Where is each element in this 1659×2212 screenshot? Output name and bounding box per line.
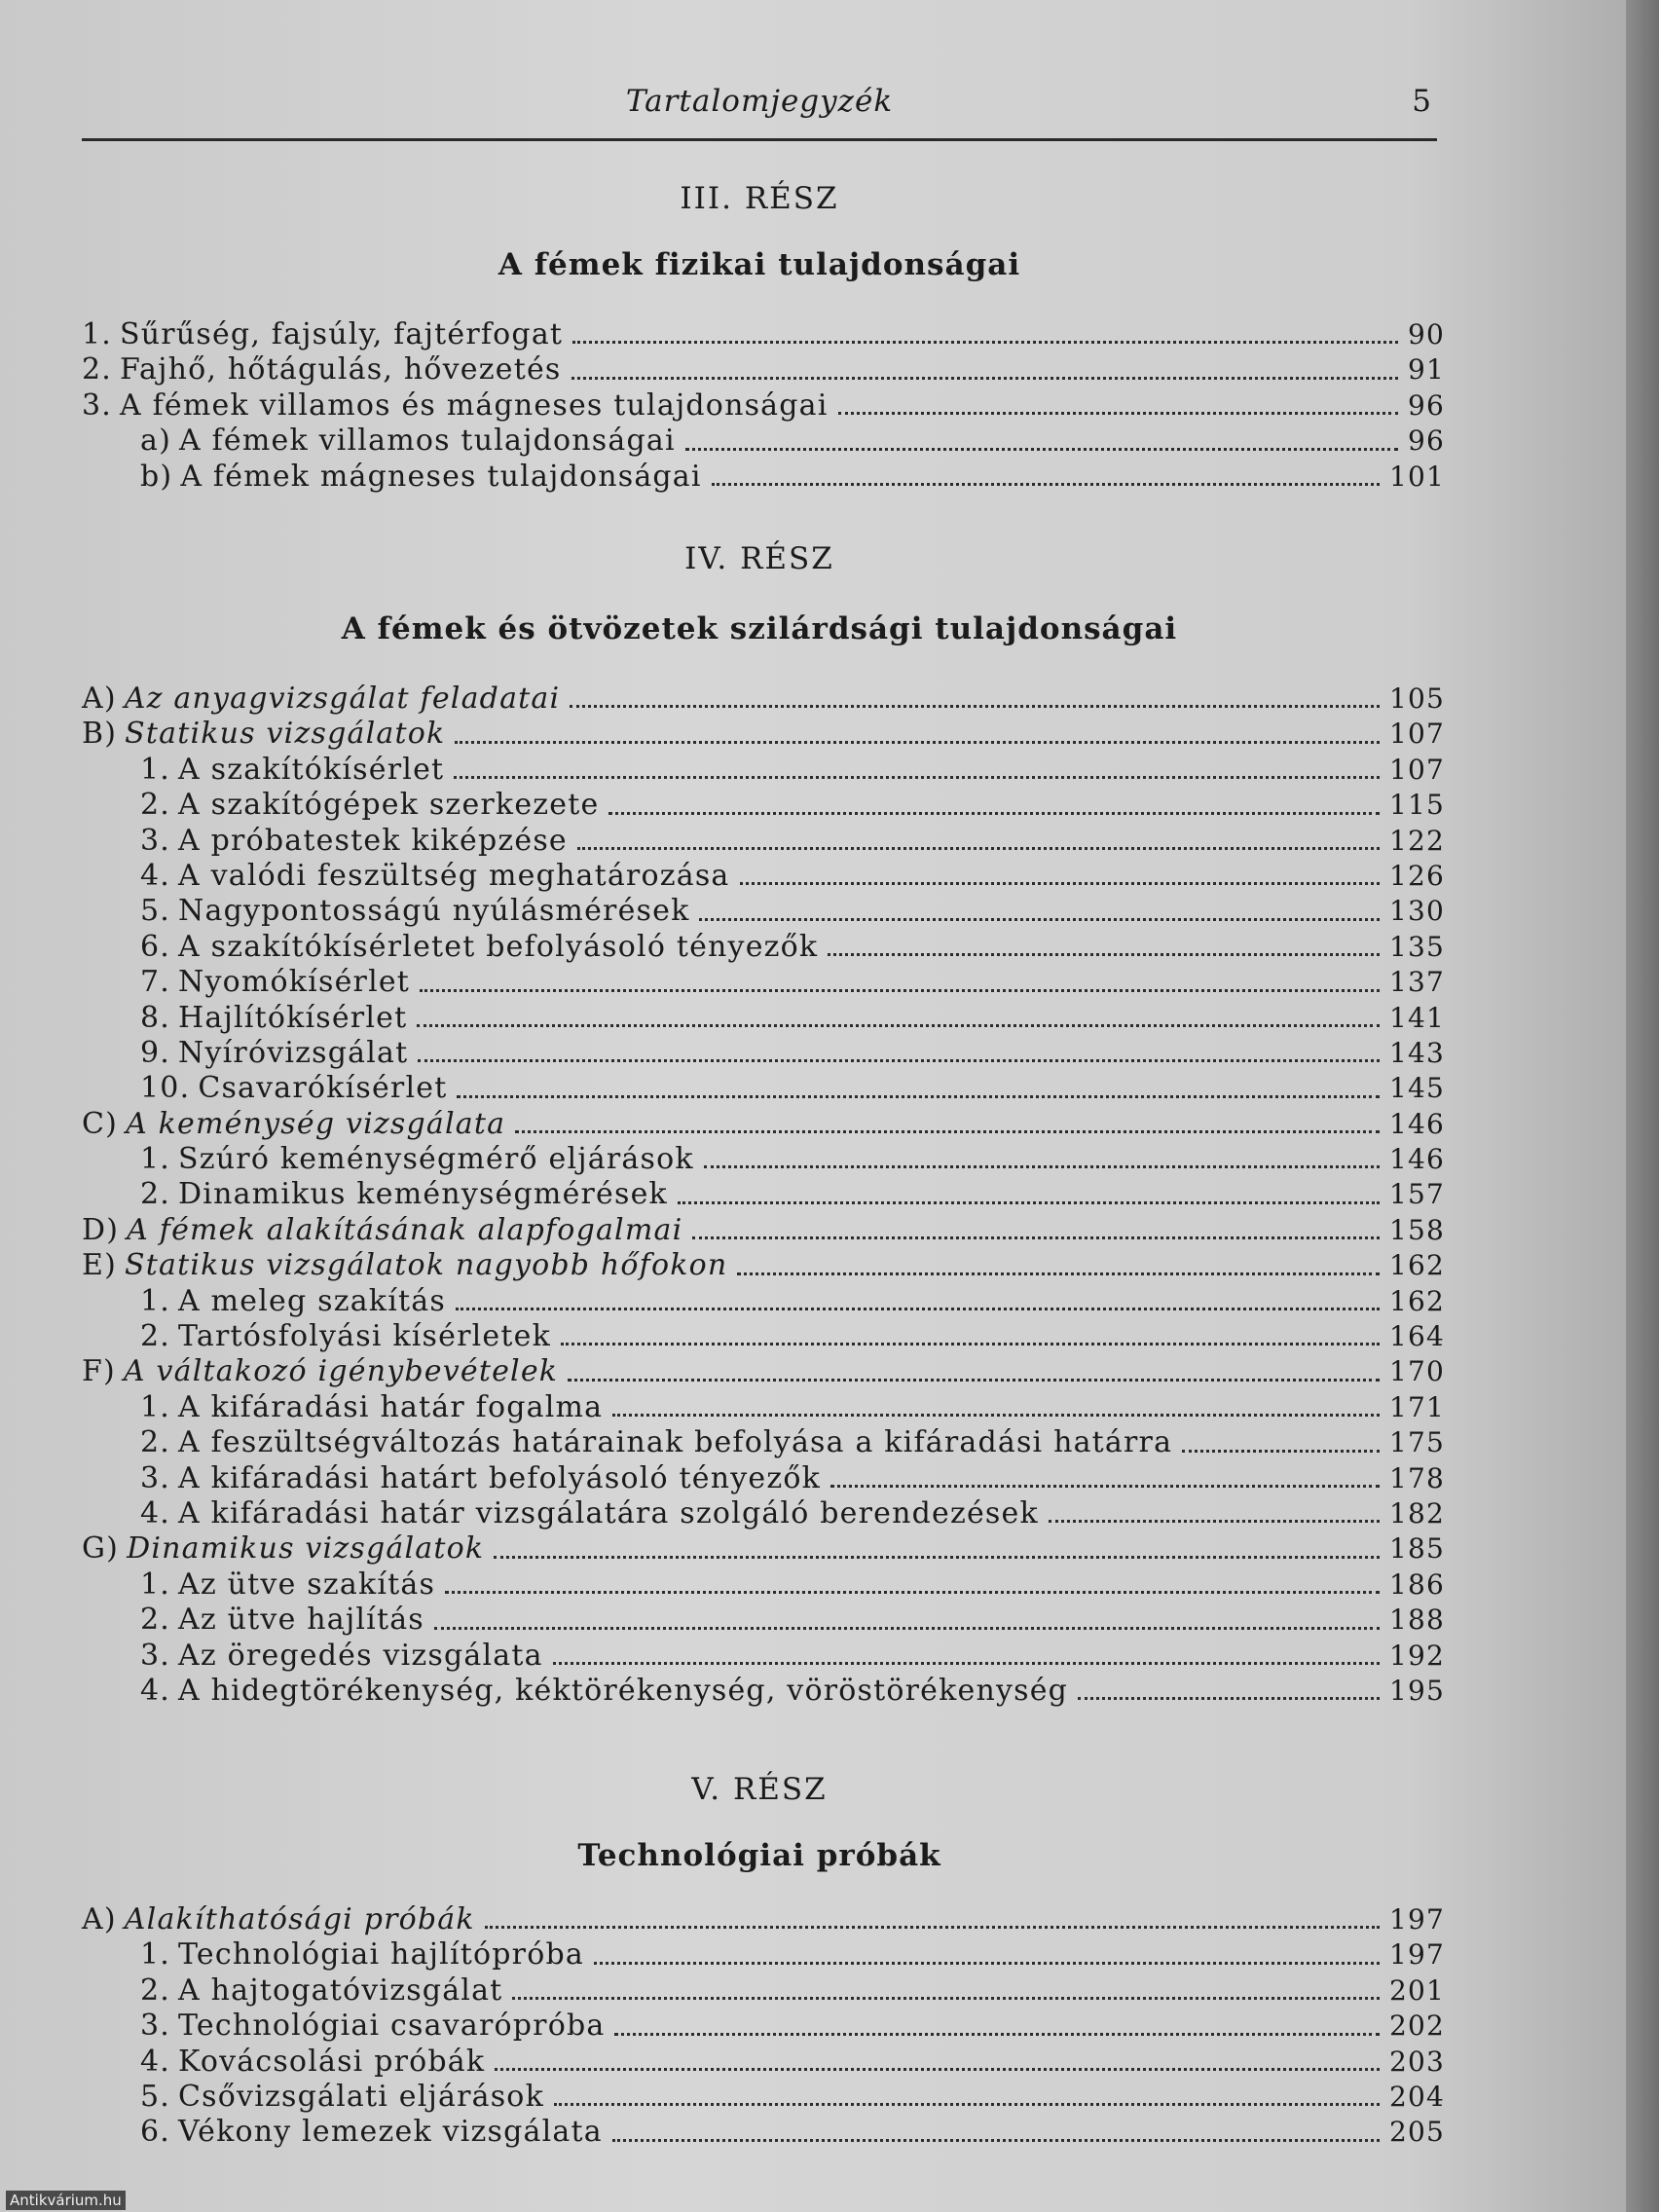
toc-entry-number: 5. [140,2079,171,2114]
toc-entry [82,1425,1445,1460]
dot-leader [612,2138,1380,2142]
toc-entry-number: E) [82,1248,118,1283]
toc-entry [82,2115,1445,2150]
toc-entry [82,1213,1445,1248]
dot-leader [1049,1519,1380,1523]
toc-entry-number: B) [82,717,118,752]
toc-entry-number: 1. [140,1567,171,1602]
toc-entry-number: C) [82,1106,119,1141]
toc-entry-page: 182 [1388,1496,1445,1530]
toc-entry [82,1567,1445,1603]
dot-leader [699,917,1380,921]
toc-entry-title: Dinamikus keménységmérések [178,1177,668,1212]
toc-entry-page: 107 [1388,718,1445,751]
toc-entry-number: 7. [140,965,171,1000]
toc-entry-page: 197 [1388,1938,1445,1972]
toc-entry [82,2080,1445,2115]
toc-entry-title: A keménység vizsgálata [126,1106,506,1141]
toc-entry-page: 101 [1388,460,1445,493]
dot-leader [561,1342,1380,1346]
dot-leader [1078,1696,1380,1700]
toc-entry-page: 171 [1388,1390,1445,1423]
toc-entry [82,1248,1445,1283]
dot-leader [512,1996,1380,2000]
dot-leader [594,1961,1380,1965]
toc-entry-title: A szakítókísérlet [178,752,445,787]
toc-entry-title: A meleg szakítás [178,1283,446,1318]
toc-entry-page: 135 [1388,930,1445,963]
toc-entry-page: 205 [1388,2116,1445,2149]
dot-leader [692,1235,1380,1239]
dot-leader [830,1484,1380,1488]
toc-entry-page: 202 [1388,2009,1445,2043]
dot-leader [455,740,1380,744]
dot-leader [434,1626,1380,1630]
toc-entry [82,2045,1445,2080]
toc-entry-number: 1. [140,1283,171,1318]
running-header [82,84,1437,141]
toc-entry-number: A) [82,682,117,716]
toc-entry-title: A feszültségváltozás határainak befolyása a kifáradási határra [178,1425,1173,1460]
part-heading-v: V. RÉSZ [691,1772,828,1807]
toc-entry-title: Kovácsolási próbák [178,2044,486,2079]
toc-entry-page: 195 [1388,1674,1445,1707]
dot-leader [568,1378,1380,1382]
toc-entry-number: 1. [82,317,113,351]
dot-leader [678,1200,1380,1204]
dot-leader [553,1661,1380,1665]
toc-entry [82,1390,1445,1425]
toc-entry-page: 164 [1388,1320,1445,1353]
toc-entry-page: 96 [1407,424,1445,458]
toc-entry-title: Hajlítókísérlet [178,1000,408,1035]
toc-entry-number: G) [82,1531,120,1567]
toc-entry [82,1902,1445,1937]
toc-entry-page: 197 [1388,1903,1445,1936]
header-title: Tartalomjegyzék [625,84,894,119]
toc-entry-number: 2. [140,1319,171,1354]
toc-entry-title: A próbatestek kiképzése [178,823,568,858]
toc-entry [82,1531,1445,1567]
toc-entry-title: Vékony lemezek vizsgálata [178,2115,603,2150]
dot-leader [608,811,1380,815]
toc-entry-number: 6. [140,2115,171,2150]
toc-entry-page: 170 [1388,1355,1445,1388]
toc-entry-number: 2. [82,352,113,387]
toc-entry-page: 115 [1388,789,1445,822]
toc-entry-number: 1. [140,752,171,787]
toc-entry-title: A fémek mágneses tulajdonságai [180,459,702,494]
toc-entry-title: Statikus vizsgálatok nagyobb hőfokon [125,1248,728,1283]
toc-entry-page: 178 [1388,1461,1445,1494]
toc-entry-number: 4. [140,858,171,893]
toc-entry-number: A) [82,1902,117,1936]
toc-entry-title: Technológiai hajlítópróba [178,1937,584,1972]
page-edge [1626,0,1659,2212]
toc-entry-title: A fémek alakításának alapfogalmai [127,1212,683,1247]
toc-entry-page: 143 [1388,1036,1445,1069]
watermark: Antikvárium.hu [6,2191,126,2210]
toc-entry-page: 130 [1388,895,1445,928]
dot-leader [570,704,1380,708]
dot-leader [420,988,1380,992]
toc-entry [82,1284,1445,1319]
toc-entry [82,859,1445,894]
toc-entry-page: 91 [1407,353,1445,387]
toc-entry-title: Az öregedés vizsgálata [178,1638,543,1673]
toc-entry [82,1461,1445,1496]
toc-entry-number: 1. [140,1389,171,1424]
toc-entry [82,930,1445,965]
dot-leader [454,775,1380,779]
toc-entry-number: 6. [140,929,171,964]
toc-section-iii [82,317,1445,495]
toc-entry-number: 8. [140,1000,171,1035]
toc-entry-title: Tartósfolyási kísérletek [178,1319,551,1354]
toc-entry-page: 162 [1388,1249,1445,1282]
dot-leader [495,2067,1380,2071]
dot-leader [737,1272,1380,1275]
toc-entry-number: a) [140,424,171,459]
dot-leader [572,340,1398,344]
toc-entry-page: 137 [1388,966,1445,999]
toc-entry-page: 175 [1388,1426,1445,1459]
part-subtitle-iv: A fémek és ötvözetek szilárdsági tulajdonságai [341,611,1178,646]
toc-entry-number: 3. [140,2009,171,2044]
toc-entry-title: A váltakozó igénybevételek [123,1354,559,1389]
toc-entry-number: 2. [140,1603,171,1638]
toc-entry-number: 1. [140,1937,171,1972]
toc-entry-number: D) [82,1212,120,1247]
toc-entry [82,352,1445,387]
toc-entry-title: A hajtogatóvizsgálat [178,1972,503,2008]
toc-entry-title: Technológiai csavarópróba [178,2009,606,2044]
toc-entry-title: Szúró keménységmérő eljárások [178,1142,694,1177]
toc-entry-number: 2. [140,1972,171,2008]
toc-section-v [82,1902,1445,2151]
toc-entry-page: 203 [1388,2045,1445,2078]
dot-leader [571,376,1398,380]
toc-entry [82,1071,1445,1106]
toc-entry-number: 3. [82,387,113,423]
toc-entry-number: 5. [140,894,171,929]
toc-entry-title: A kifáradási határt befolyásoló tényezők [178,1460,821,1495]
toc-entry-title: Alakíthatósági próbák [124,1902,475,1936]
toc-entry-number: b) [140,459,173,494]
dot-leader [712,482,1380,486]
toc-entry-title: Nyomókísérlet [178,965,411,1000]
toc-entry [82,1496,1445,1531]
toc-entry [82,1603,1445,1638]
toc-entry [82,1036,1445,1071]
part-subtitle-iii: A fémek fizikai tulajdonságai [498,247,1021,282]
toc-entry [82,388,1445,424]
toc-entry-title: Az anyagvizsgálat feladatai [124,682,561,716]
toc-entry-title: Csővizsgálati eljárások [178,2079,544,2114]
toc-entry-page: 192 [1388,1639,1445,1672]
toc-entry-title: Nyíróvizsgálat [178,1035,409,1070]
toc-entry-title: Az ütve szakítás [178,1567,436,1602]
toc-entry [82,1674,1445,1709]
toc-entry-number: 2. [140,1177,171,1212]
toc-entry-number: 10. [140,1071,191,1106]
toc-entry [82,788,1445,823]
part-heading-iv: IV. RÉSZ [684,541,834,576]
toc-entry [82,682,1445,717]
toc-entry-page: 126 [1388,859,1445,892]
toc-entry-title: Nagypontosságú nyúlásmérések [178,894,690,929]
part-subtitle-v: Technológiai próbák [577,1838,941,1873]
toc-entry-title: Sűrűség, fajsúly, fajtérfogat [120,317,564,351]
toc-entry [82,1001,1445,1036]
dot-leader [740,881,1380,885]
toc-entry [82,1142,1445,1177]
toc-entry-page: 188 [1388,1604,1445,1637]
toc-entry [82,1937,1445,1972]
dot-leader [828,952,1380,956]
toc-entry-title: A kifáradási határ vizsgálatára szolgáló berendezések [178,1495,1039,1530]
toc-entry-number: F) [82,1354,116,1389]
toc-entry-page: 146 [1388,1107,1445,1140]
dot-leader [838,411,1398,415]
toc-entry-title: Az ütve hajlítás [178,1603,424,1638]
toc-entry [82,717,1445,752]
toc-entry-page: 107 [1388,753,1445,786]
toc-entry [82,965,1445,1000]
toc-entry-title: Dinamikus vizsgálatok [127,1531,485,1567]
toc-entry-page: 90 [1407,318,1445,350]
toc-entry-title: Fajhő, hőtágulás, hővezetés [120,352,562,387]
toc-entry-title: A fémek villamos és mágneses tulajdonságai [120,387,829,423]
toc-entry-page: 105 [1388,682,1445,715]
toc-entry-page: 146 [1388,1143,1445,1176]
toc-entry [82,1177,1445,1212]
page-number: 5 [1412,84,1431,119]
toc-entry [82,1639,1445,1674]
toc-entry-title: A szakítógépek szerkezete [178,788,600,823]
toc-entry [82,1107,1445,1142]
toc-entry-number: 4. [140,1495,171,1530]
dot-leader [515,1129,1380,1133]
toc-entry-title: A valódi feszültség meghatározása [178,858,730,893]
toc-entry-number: 3. [140,823,171,858]
toc-entry-page: 162 [1388,1284,1445,1317]
dot-leader [1182,1449,1380,1453]
toc-entry [82,2009,1445,2044]
toc-entry-number: 3. [140,1460,171,1495]
toc-entry [82,1354,1445,1389]
dot-leader [418,1058,1380,1062]
toc-entry-page: 185 [1388,1532,1445,1566]
dot-leader [417,1023,1380,1027]
toc-entry-title: A szakítókísérletet befolyásoló tényezők [178,929,819,964]
part-heading-iii: III. RÉSZ [680,181,839,216]
toc-entry [82,894,1445,929]
toc-entry [82,460,1445,495]
dot-leader [456,1307,1380,1310]
toc-entry-page: 96 [1407,388,1445,422]
dot-leader [704,1164,1380,1168]
toc-section-iv [82,682,1445,1709]
toc-entry [82,1973,1445,2009]
dot-leader [494,1555,1380,1559]
toc-entry-number: 9. [140,1035,171,1070]
dot-leader [614,2032,1379,2036]
dot-leader [554,2102,1380,2106]
toc-entry [82,424,1445,459]
toc-entry-page: 204 [1388,2080,1445,2113]
toc-entry-title: A fémek villamos tulajdonságai [179,424,676,459]
toc-entry-page: 141 [1388,1001,1445,1034]
toc-entry [82,1319,1445,1354]
toc-entry-page: 122 [1388,824,1445,857]
toc-entry-page: 158 [1388,1213,1445,1246]
toc-entry-title: A kifáradási határ fogalma [178,1389,604,1424]
toc-entry-page: 145 [1388,1072,1445,1105]
toc-entry-title: Statikus vizsgálatok [125,717,446,752]
toc-entry-number: 3. [140,1638,171,1673]
toc-entry-number: 2. [140,1425,171,1460]
toc-entry-number: 4. [140,1673,171,1708]
dot-leader [485,1925,1380,1929]
dot-leader [577,846,1380,850]
toc-entry [82,753,1445,788]
dot-leader [457,1094,1380,1098]
toc-entry-page: 201 [1388,1973,1445,2007]
toc-entry [82,317,1445,352]
toc-entry-title: Csavarókísérlet [198,1071,448,1106]
toc-entry-page: 186 [1388,1567,1445,1601]
toc-entry-title: A hidegtörékenység, kéktörékenység, vöröstörékenység [178,1673,1069,1708]
toc-entry [82,824,1445,859]
dot-leader [612,1413,1380,1417]
toc-entry-page: 157 [1388,1178,1445,1211]
toc-entry-number: 2. [140,788,171,823]
dot-leader [445,1590,1380,1594]
toc-entry-number: 4. [140,2044,171,2079]
dot-leader [685,447,1398,451]
toc-entry-number: 1. [140,1142,171,1177]
